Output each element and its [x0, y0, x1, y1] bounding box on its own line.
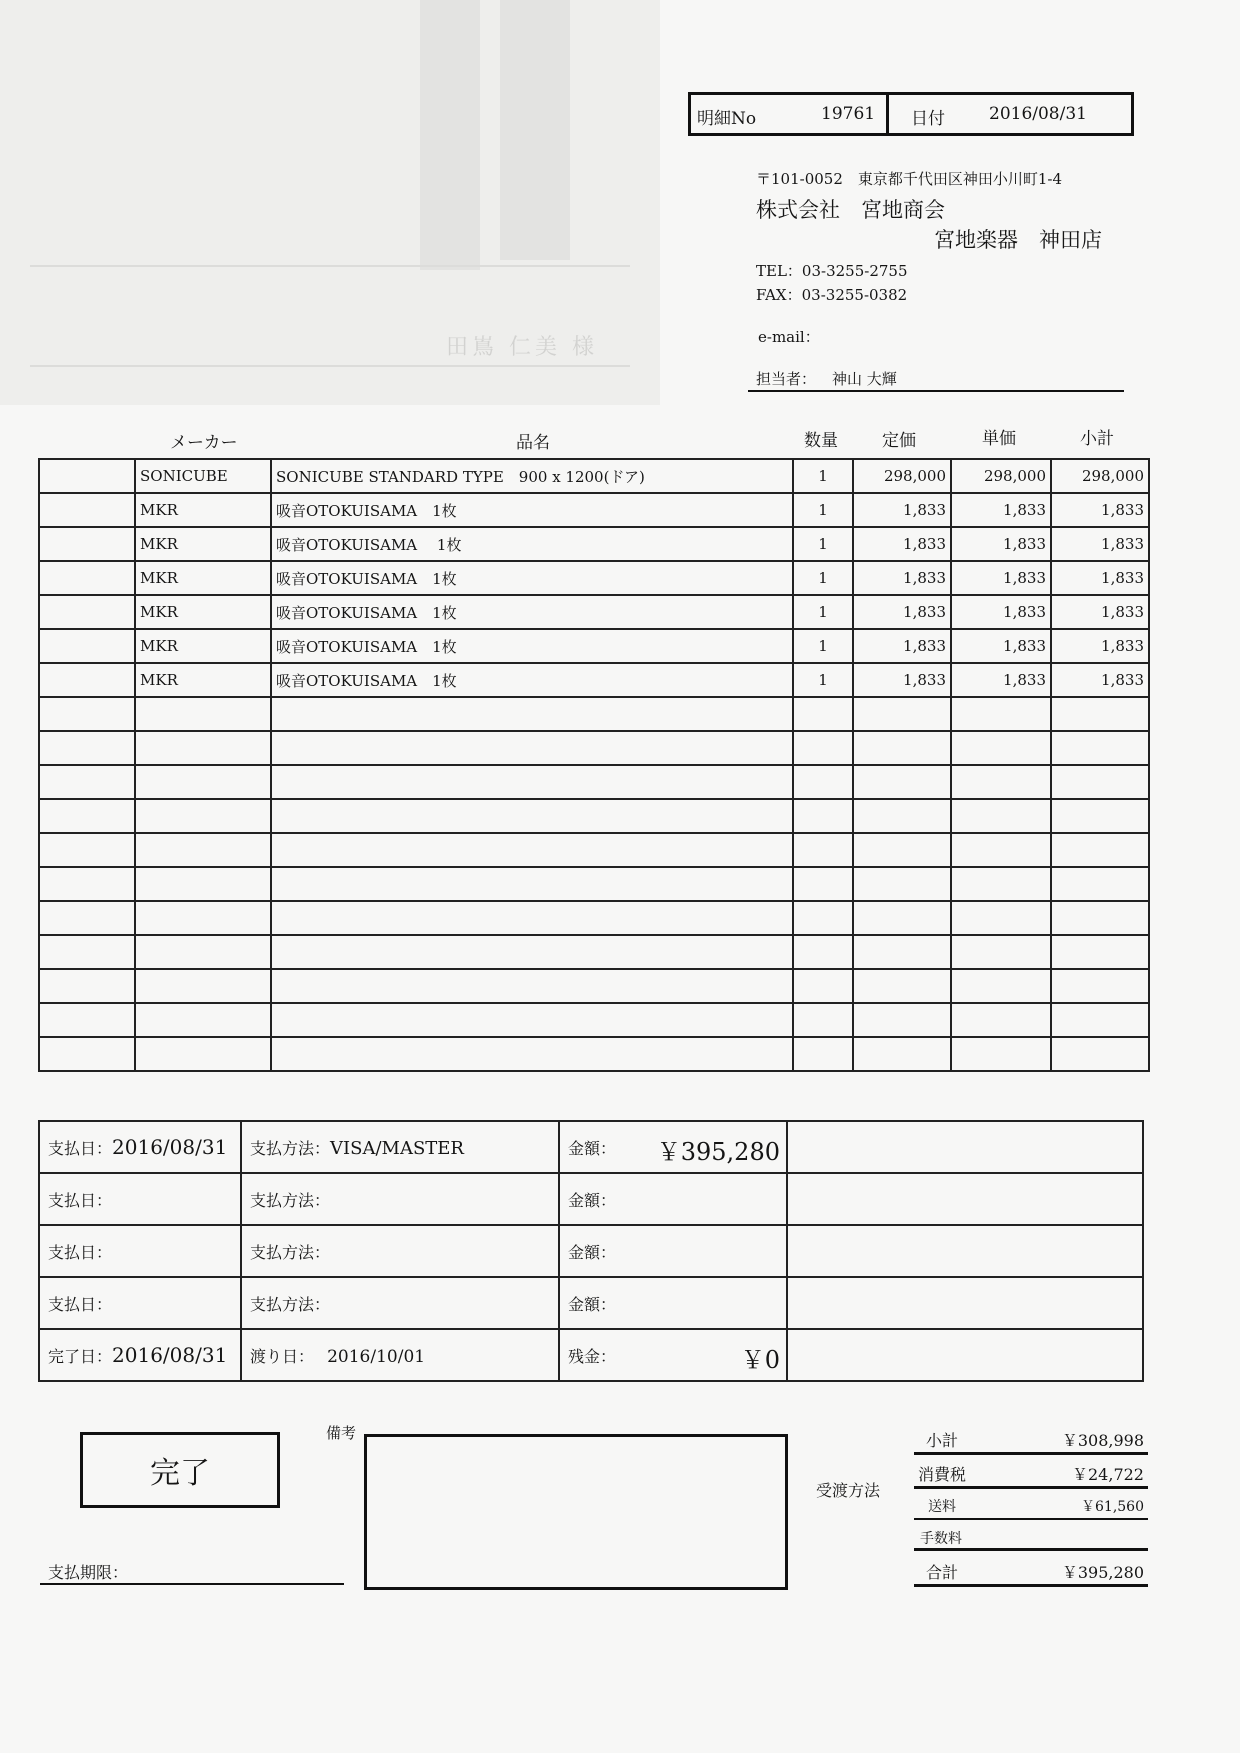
cell-list-price [853, 731, 951, 765]
cell-product [271, 799, 793, 833]
shop-address: 〒101-0052 東京都千代田区神田小川町1-4 [756, 170, 1063, 188]
cell-subtotal [1051, 697, 1149, 731]
cell-list-price [853, 833, 951, 867]
complete-date-value: 2016/08/31 [112, 1343, 228, 1367]
items-table [38, 458, 1150, 1072]
row-blank-cell [39, 833, 135, 867]
row-blank-cell [39, 935, 135, 969]
cell-unit-price: 1,833 [951, 527, 1051, 561]
cell-list-price [853, 1037, 951, 1071]
payment-method-label: 支払方法： [250, 1190, 331, 1210]
col-header-qty: 数量 [804, 431, 838, 451]
cell-subtotal: 298,000 [1051, 459, 1149, 493]
table-row [39, 459, 1149, 493]
cell-product: 吸音OTOKUISAMA 1枚 [271, 561, 793, 595]
statement-no-cell [691, 95, 889, 133]
row-blank-cell [39, 527, 135, 561]
cell-qty: 1 [793, 561, 853, 595]
handover-date: 2016/10/01 [327, 1346, 426, 1367]
table-row [39, 663, 1149, 697]
table-row [39, 833, 1149, 867]
col-header-subtotal: 小計 [1080, 429, 1114, 449]
payment-row [39, 1225, 1143, 1277]
overlay-paper [0, 0, 660, 405]
cell-list-price: 1,833 [853, 629, 951, 663]
cell-maker [135, 765, 271, 799]
payment-amount-value: ￥395,280 [656, 1138, 780, 1166]
cell-product [271, 697, 793, 731]
cell-product: 吸音OTOKUISAMA 1枚 [271, 663, 793, 697]
complete-date-cell [39, 1329, 241, 1381]
cell-unit-price: 1,833 [951, 493, 1051, 527]
summary-rule [914, 1452, 1148, 1455]
date-cell [889, 95, 1131, 133]
cell-list-price: 1,833 [853, 527, 951, 561]
handover-label: 渡り日： [250, 1346, 315, 1366]
cell-unit-price [951, 969, 1051, 1003]
cell-qty [793, 867, 853, 901]
cell-list-price [853, 935, 951, 969]
cell-subtotal [1051, 1037, 1149, 1071]
cell-qty [793, 799, 853, 833]
cell-subtotal: 1,833 [1051, 629, 1149, 663]
date-value: 2016/08/31 [989, 104, 1087, 124]
table-row [39, 935, 1149, 969]
cell-qty [793, 969, 853, 1003]
cell-product: 吸音OTOKUISAMA 1枚 [271, 595, 793, 629]
cell-subtotal [1051, 901, 1149, 935]
row-blank-cell [39, 1003, 135, 1037]
payment-row [39, 1121, 1143, 1173]
cell-list-price: 1,833 [853, 663, 951, 697]
cell-qty [793, 765, 853, 799]
cell-list-price: 1,833 [853, 561, 951, 595]
shop-fax: FAX：03-3255-0382 [756, 286, 908, 304]
summary-shipping-label: 送料 [928, 1499, 956, 1515]
cell-qty: 1 [793, 595, 853, 629]
cell-maker [135, 867, 271, 901]
cell-qty: 1 [793, 493, 853, 527]
cell-unit-price: 298,000 [951, 459, 1051, 493]
cell-product [271, 935, 793, 969]
payment-date-value: 2016/08/31 [112, 1135, 228, 1159]
summary-rule [914, 1486, 1148, 1489]
cell-product [271, 1003, 793, 1037]
cell-qty: 1 [793, 629, 853, 663]
date-label: 日付 [911, 109, 945, 129]
table-row [39, 595, 1149, 629]
summary-rule [914, 1518, 1148, 1520]
cell-subtotal: 1,833 [1051, 527, 1149, 561]
row-blank-cell [39, 867, 135, 901]
cell-list-price [853, 901, 951, 935]
ghost-column [500, 0, 570, 260]
cell-subtotal [1051, 935, 1149, 969]
row-blank-cell [39, 629, 135, 663]
cell-maker [135, 697, 271, 731]
table-row [39, 867, 1149, 901]
cell-maker [135, 1037, 271, 1071]
table-row [39, 1003, 1149, 1037]
summary-total-value: ￥395,280 [1061, 1563, 1144, 1582]
staff-name: 神山 大輝 [832, 370, 897, 388]
table-row [39, 1037, 1149, 1071]
cell-product [271, 901, 793, 935]
payment-amount-label: 金額： [568, 1242, 617, 1262]
cell-list-price [853, 697, 951, 731]
cell-product [271, 833, 793, 867]
cell-qty [793, 935, 853, 969]
cell-product [271, 765, 793, 799]
payment-method-cell [241, 1121, 559, 1173]
cell-product [271, 969, 793, 1003]
cell-unit-price [951, 935, 1051, 969]
payment-row [39, 1173, 1143, 1225]
ghost-rule [30, 365, 630, 367]
summary-fee [914, 1528, 1148, 1548]
cell-maker: MKR [135, 629, 271, 663]
cell-subtotal [1051, 799, 1149, 833]
cell-unit-price: 1,833 [951, 561, 1051, 595]
row-blank-cell [39, 969, 135, 1003]
cell-list-price: 1,833 [853, 595, 951, 629]
cell-maker [135, 969, 271, 1003]
cell-unit-price [951, 833, 1051, 867]
row-blank-cell [39, 697, 135, 731]
staff-label: 担当者： [756, 370, 817, 388]
cell-subtotal [1051, 867, 1149, 901]
summary-rule [914, 1548, 1148, 1551]
email-label: e-mail： [758, 328, 820, 346]
row-blank-cell [39, 799, 135, 833]
cell-product [271, 867, 793, 901]
cell-subtotal: 1,833 [1051, 595, 1149, 629]
row-blank-cell [39, 561, 135, 595]
table-row [39, 901, 1149, 935]
cell-maker: MKR [135, 527, 271, 561]
cell-unit-price [951, 1037, 1051, 1071]
cell-qty [793, 901, 853, 935]
summary-subtotal-label: 小計 [926, 1431, 959, 1450]
ghost-rule [30, 265, 630, 267]
row-blank-cell [39, 731, 135, 765]
col-header-unit-price: 単価 [982, 429, 1016, 449]
cell-maker: MKR [135, 561, 271, 595]
summary-shipping-value: ￥61,560 [1081, 1499, 1144, 1515]
payment-extra-cell [787, 1121, 1143, 1173]
cell-unit-price [951, 901, 1051, 935]
cell-qty: 1 [793, 663, 853, 697]
cell-maker [135, 1003, 271, 1037]
balance-cell [559, 1329, 787, 1381]
payment-deadline-label: 支払期限： [48, 1563, 129, 1582]
cell-subtotal [1051, 833, 1149, 867]
payment-date-label: 支払日： [48, 1190, 113, 1210]
cell-unit-price [951, 867, 1051, 901]
table-row [39, 969, 1149, 1003]
cell-maker: MKR [135, 595, 271, 629]
cell-subtotal [1051, 1003, 1149, 1037]
table-row [39, 527, 1149, 561]
cell-product: 吸音OTOKUISAMA 1枚 [271, 493, 793, 527]
table-row [39, 561, 1149, 595]
cell-maker: SONICUBE [135, 459, 271, 493]
row-blank-cell [39, 901, 135, 935]
table-row [39, 799, 1149, 833]
notes-box [364, 1434, 788, 1590]
payment-amount-label: 金額： [568, 1294, 617, 1314]
store-name: 宮地楽器 神田店 [934, 228, 1102, 252]
summary-tax-value: ￥24,722 [1072, 1465, 1144, 1484]
col-header-list-price: 定価 [882, 431, 916, 451]
balance-value: ￥0 [740, 1346, 780, 1374]
cell-product [271, 1037, 793, 1071]
payment-date-cell [39, 1121, 241, 1173]
row-blank-cell [39, 1037, 135, 1071]
cell-maker [135, 799, 271, 833]
cell-qty [793, 833, 853, 867]
row-blank-cell [39, 459, 135, 493]
summary-tax-label: 消費税 [918, 1465, 967, 1484]
table-row [39, 493, 1149, 527]
table-row [39, 731, 1149, 765]
row-blank-cell [39, 765, 135, 799]
col-header-product: 品名 [516, 433, 550, 453]
cell-list-price [853, 799, 951, 833]
cell-maker: MKR [135, 493, 271, 527]
cell-maker [135, 731, 271, 765]
table-row [39, 629, 1149, 663]
cell-subtotal [1051, 765, 1149, 799]
cell-subtotal: 1,833 [1051, 493, 1149, 527]
payment-method-label: 支払方法： [250, 1294, 331, 1314]
shop-tel: TEL：03-3255-2755 [756, 262, 908, 280]
cell-unit-price [951, 765, 1051, 799]
payment-method-label: 支払方法： [250, 1138, 331, 1158]
statement-header-box [688, 92, 1134, 136]
ghost-column [420, 0, 480, 270]
balance-label: 残金： [568, 1346, 617, 1366]
statement-no-value: 19761 [821, 104, 876, 124]
summary-subtotal-value: ￥308,998 [1061, 1431, 1144, 1450]
cell-list-price: 298,000 [853, 459, 951, 493]
summary-rule [914, 1584, 1148, 1587]
cell-subtotal [1051, 731, 1149, 765]
summary-total [914, 1560, 1148, 1583]
payment-method-label: 支払方法： [250, 1242, 331, 1262]
cell-qty [793, 1037, 853, 1071]
cell-qty: 1 [793, 527, 853, 561]
payment-method-value: VISA/MASTER [330, 1137, 464, 1159]
cell-qty: 1 [793, 459, 853, 493]
complete-date-label: 完了日： [48, 1347, 113, 1366]
cell-maker [135, 935, 271, 969]
payment-date-label: 支払日： [48, 1294, 113, 1314]
cell-maker [135, 833, 271, 867]
notes-label: 備考 [326, 1424, 357, 1442]
completed-stamp-text: 完了 [150, 1456, 210, 1491]
cell-subtotal: 1,833 [1051, 561, 1149, 595]
payment-table [38, 1120, 1144, 1382]
cell-unit-price [951, 1003, 1051, 1037]
payment-date-label: 支払日： [48, 1242, 113, 1262]
delivery-method-label: 受渡方法 [816, 1481, 881, 1500]
summary-fee-label: 手数料 [920, 1531, 962, 1547]
summary-shipping [914, 1496, 1148, 1516]
cell-maker: MKR [135, 663, 271, 697]
ghost-customer-name: 田嶌 仁美 様 [446, 335, 598, 360]
summary-subtotal [914, 1428, 1148, 1451]
cell-unit-price [951, 731, 1051, 765]
cell-subtotal [1051, 969, 1149, 1003]
cell-unit-price: 1,833 [951, 629, 1051, 663]
payment-row [39, 1277, 1143, 1329]
col-header-maker: メーカー [170, 433, 238, 453]
row-blank-cell [39, 595, 135, 629]
cell-product: SONICUBE STANDARD TYPE 900 x 1200(ドア) [271, 459, 793, 493]
table-row [39, 697, 1149, 731]
cell-maker [135, 901, 271, 935]
cell-unit-price: 1,833 [951, 663, 1051, 697]
cell-qty [793, 731, 853, 765]
payment-date-label: 支払日： [48, 1139, 113, 1158]
row-blank-cell [39, 663, 135, 697]
cell-unit-price [951, 697, 1051, 731]
statement-no-label: 明細No [697, 109, 757, 129]
cell-product [271, 731, 793, 765]
completion-row [39, 1329, 1143, 1381]
cell-list-price: 1,833 [853, 493, 951, 527]
cell-qty [793, 1003, 853, 1037]
payment-amount-label: 金額： [568, 1190, 617, 1210]
cell-subtotal: 1,833 [1051, 663, 1149, 697]
cell-qty [793, 697, 853, 731]
table-row [39, 765, 1149, 799]
cell-list-price [853, 867, 951, 901]
row-blank-cell [39, 493, 135, 527]
cell-unit-price: 1,833 [951, 595, 1051, 629]
payment-amount-cell [559, 1121, 787, 1173]
payment-amount-label: 金額： [568, 1138, 617, 1158]
company-name: 株式会社 宮地商会 [756, 198, 945, 222]
cell-list-price [853, 1003, 951, 1037]
cell-list-price [853, 765, 951, 799]
staff-underline [748, 390, 1124, 392]
summary-total-label: 合計 [926, 1563, 959, 1582]
completed-stamp-box [80, 1432, 280, 1508]
handover-cell [241, 1329, 559, 1381]
cell-product: 吸音OTOKUISAMA 1枚 [271, 629, 793, 663]
cell-list-price [853, 969, 951, 1003]
items-table-body [39, 459, 1149, 1071]
payment-deadline-underline [40, 1583, 344, 1585]
cell-unit-price [951, 799, 1051, 833]
summary-tax [914, 1462, 1148, 1485]
cell-product: 吸音OTOKUISAMA 1枚 [271, 527, 793, 561]
